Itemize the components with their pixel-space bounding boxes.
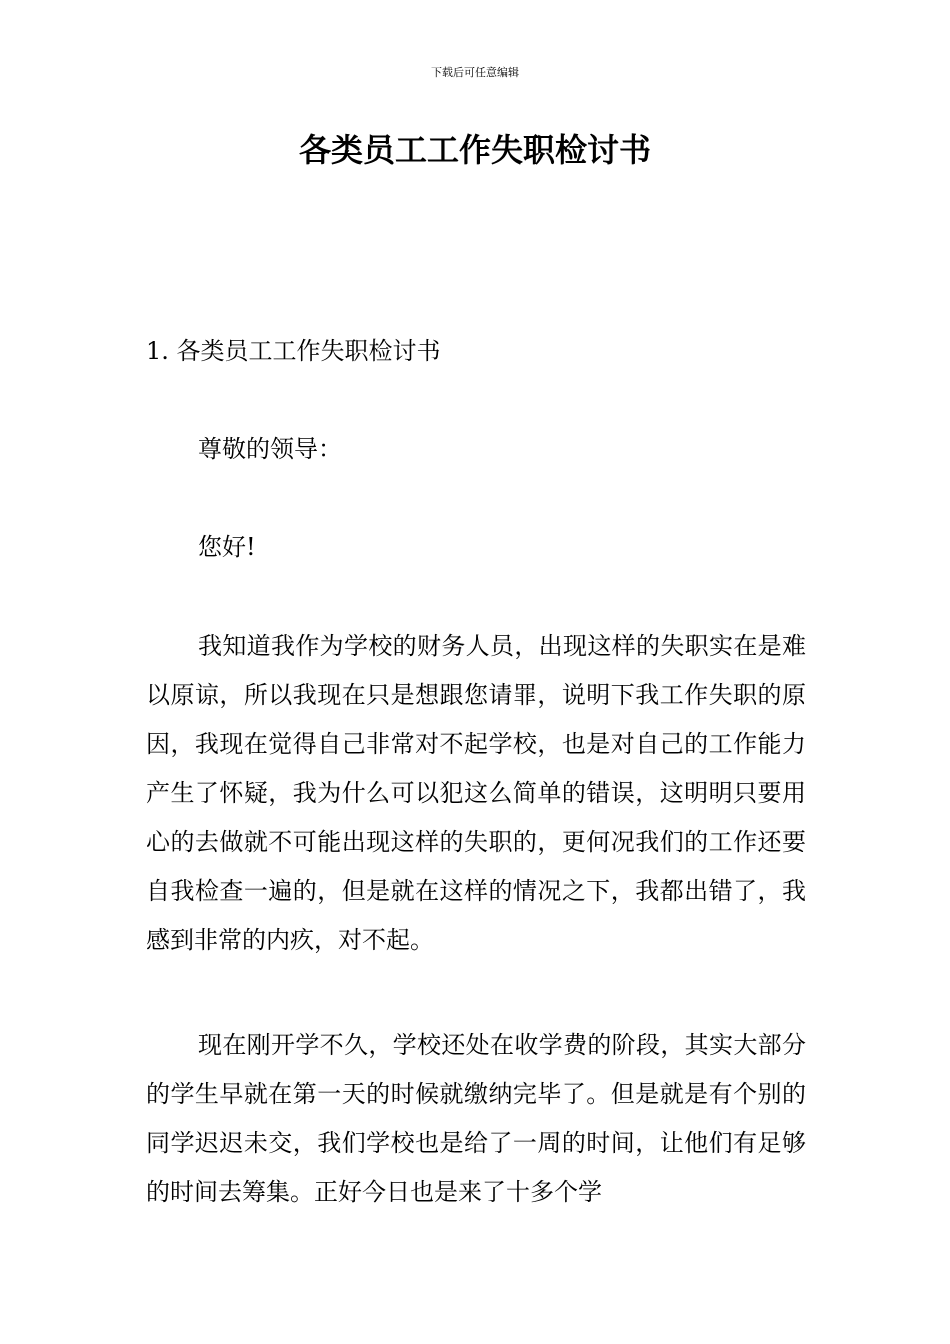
body-paragraph: 现在刚开学不久，学校还处在收学费的阶段，其实大部分的学生早就在第一天的时候就缴纳完毕了。但是就是有个别的同学迟迟未交，我们学校也是给了一周的时间，让他们有足够的时间去筹集。正好今日也是来了十多个学	[146, 1031, 806, 1206]
document-title: 各类员工工作失职检讨书	[298, 131, 651, 169]
body-paragraph: 我知道我作为学校的财务人员，出现这样的失职实在是难以原谅，所以我现在只是想跟您请罪，说明下我工作失职的原因，我现在觉得自己非常对不起学校，也是对自己的工作能力产生了怀疑，我为什么可以犯这么简单的错误，这明明只要用心的去做就不可能出现这样的失职的，更何况我们的工作还要自我检查一遍的，但是就在这样的情况之下，我都出错了，我感到非常的内疚，对不起。	[146, 632, 806, 954]
salutation: 尊敬的领导：	[198, 435, 342, 463]
greeting: 您好!	[198, 533, 256, 561]
header-note: 下载后可任意编辑	[431, 66, 519, 79]
section-heading: 1. 各类员工工作失职检讨书	[146, 337, 441, 365]
